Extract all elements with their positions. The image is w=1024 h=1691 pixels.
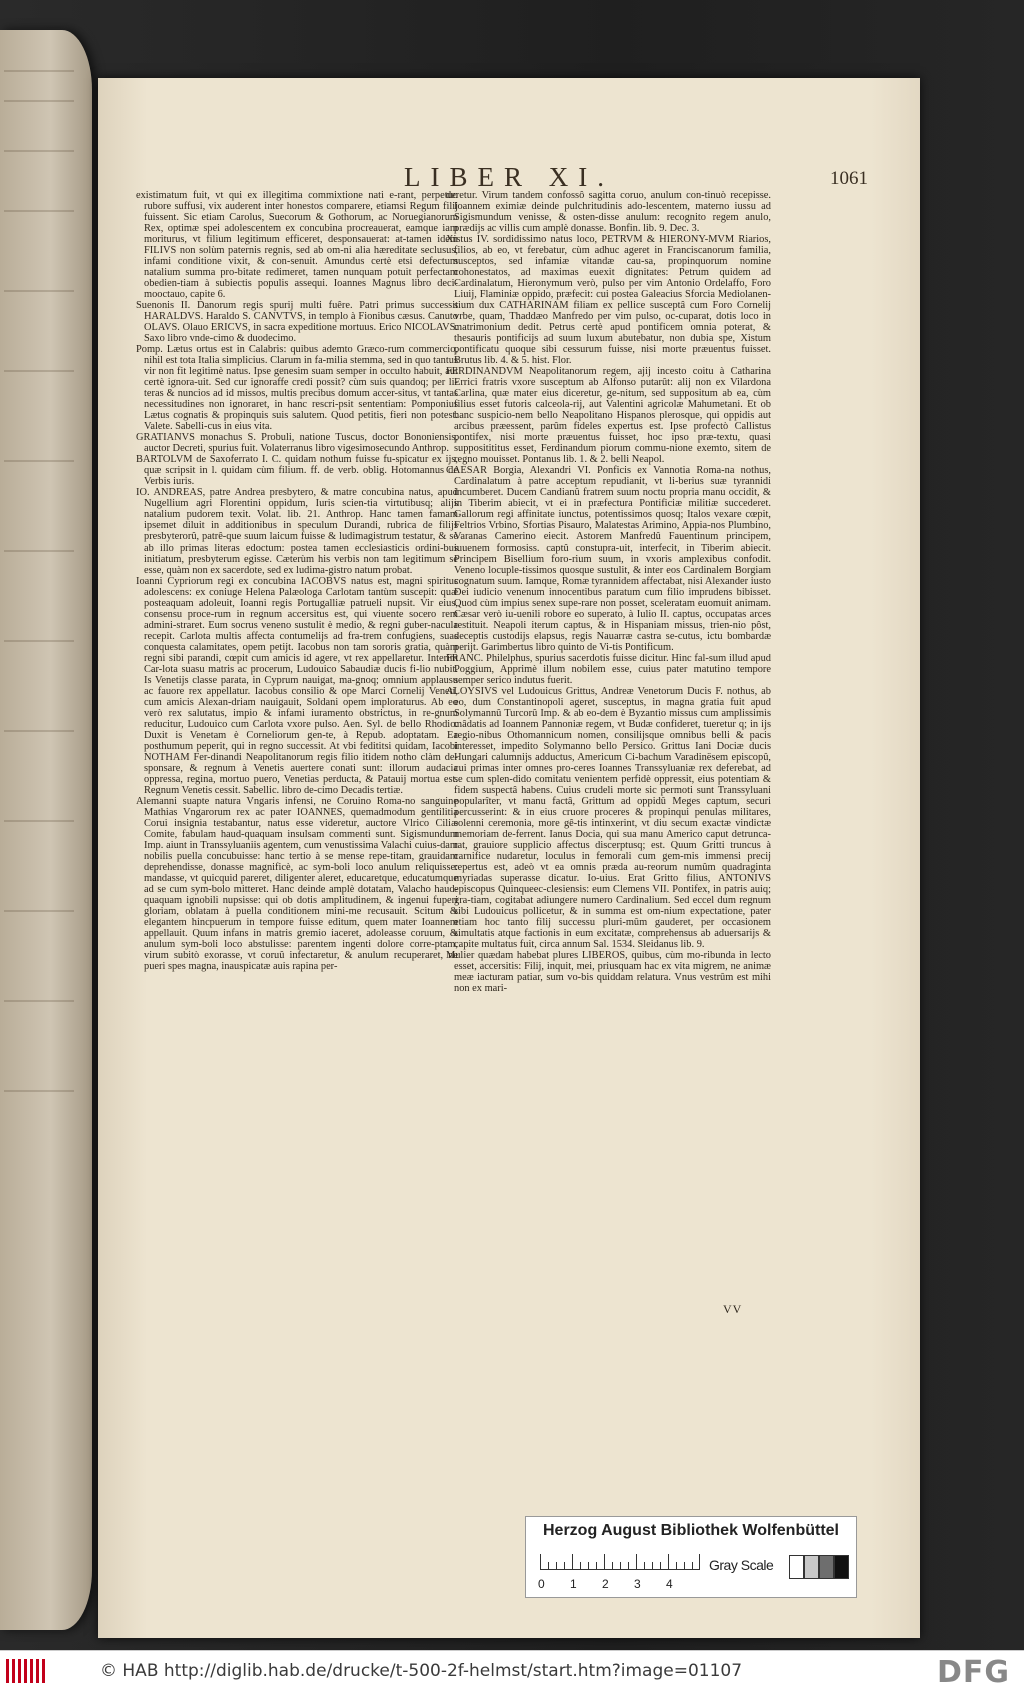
gray-swatch: [819, 1555, 834, 1579]
paragraph: Mulier quædam habebat plures LIBEROS, quibus, cùm mo-ribunda in lecto esset, accersitis: Filij, inquit, mei, priusquam hac ex vita migrem, ne animæ meæ iacturam patiar, sum vo-bis quiddam relatura. Vnus vestrûm est mihi non ex mari-: [446, 950, 771, 995]
ruler-number: 1: [570, 1577, 577, 1591]
paragraph: deretur. Virum tandem confossô sagitta coruo, anulum con-tinuò recepisse. Ioannem eximiæ deinde pulchritudinis ado-lescentem, materno iussu ad Sigismundum venisse, & osten-disse anulum: recognito regem anulo, prædijs ac villis cum amplè donasse. Bonfin. lib. 9. Dec. 3.: [446, 190, 771, 235]
gray-scale-label: Gray Scale: [709, 1557, 774, 1573]
paragraph: Ioanni Cypriorum regi ex concubina IACOBVS natus est, magni spiritus adolescens: ex coniuge Helena Palæologa Carlotam tantùm suscepit: quæ posteaquam adoleuit, Ioanni regis Portugalliæ patrueli nupsit. Vir eius, consensu proce-rum in regnum accersitus est, qui viuente socero rem admini-straret. Eum socrus veneno sustulit è medio, & regni guber-nacula recepit. Carlota multis affecta contumelijs ad fra-trem confugiens, suas conquesta calamitates, opem petijt. Iacobus non tam sororis gratia, quàm regni sibi parandi, cœpit cum amicis id agere, vt rex appellaretur. Interim Car-lota suasu matris ac procerum, Ludouico Sabaudiæ ducis fi-lio nubit. Is Venetijs classe parata, in Cyprum nauigat, ma-gnoq; omnium applausu ac fauore rex appellatur. Iacobus consilio & ope Marci Cornelij Veneti, cum amicis Alexan-driam nauigauit, Soldani opem imploraturus. Ab eo verò rex salutatus, impio & infami iuramento obstrictus, in re-gnum reducitur, Ludouico cum Carlota vxore pulso. Aen. Syl. de bello Rhodio. Duxit is Venetam è Corneliorum gen-te, à Repub. adoptatam. Ea posthumum peperit, qui in regno successit. At vbi fedititsi quidam, Iacobi NOTHAM Fer-dinandi Neapolitanorum regis filio itidem notho clàm de-sponsare, & regnum à Venetis auertere conati sunt: illorum audacia oppressa, regina, mortuo puero, Venetias perducta, & Patauij mortua est. Regnum Venetis cessit. Sabellic. libro de-cimo Decadis tertiæ.: [136, 575, 458, 796]
running-head: LIBER XI.: [404, 162, 614, 192]
signature-mark: VV: [723, 1302, 743, 1316]
paragraph: IO. ANDREAS, patre Andrea presbytero, & matre concubina natus, apud Nugellium agri Florentini oppidum, Iuris scien-tia virtutibusq; alijs natalium pudorem texit. Volat. lib. 21. Anthrop. Hanc tamen famam ipsemet diluit in additionibus in speculum Durandi, rubrica de filijs presbyterorû, patrê-que suum laicum fuisse & ludimagistrum testatur, & se ab illo primas literas edoctum: postea tamen ecclesiasticis ordini-bus initiatum, presbyterum egisse. Cæterùm his verbis non tam legitimum se esse, quàm non ex sacerdote, sed ex ludima-gistro natum probat.: [136, 487, 458, 576]
paragraph: FRANC. Philelphus, spurius sacerdotis fuisse dicitur. Hinc fal-sum illud apud Poggium, Apprimè illum nobilem esse, cuius pater matutino tempore semper serico indutus fuerit.: [446, 652, 771, 686]
paragraph: FERDINANDVM Neapolitanorum regem, ajij incesto coitu à Catharina Errici fratris vxore susceptum ab Alfonso putarût: alij non ex Vilardona Carlina, quæ mater eius diceretur, ge-nitum, sed suppositum ab ea, cùm filius esset futoris calceola-rij, aut Valentini agricolæ Mahumetani. Et ob hanc suspicio-nem bello Neapolitano Hispanos plerosque, qui oppidis aut arcibus præessent, parûm fideles expertus est. Ipse profectò Callistus pontifex, nisi morte præuentus fuisset, hoc ipso præ-textu, quasi suppositititus esset, Ferdinandum piorum commu-nione exemto, sitem de regno mouisset. Pontanus lib. 1. & 2. belli Neapol.: [446, 366, 771, 466]
book-page: [98, 78, 920, 1638]
ruler-number: 2: [602, 1577, 609, 1591]
ruler-number: 3: [634, 1577, 641, 1591]
paragraph: BARTOLVM de Saxoferrato I. C. quidam nothum fuisse fu-spicatur ex ijs, quæ scripsit in l. quidam cùm filium. ff. de verb. oblig. Hotomannus de Verbis iuris.: [136, 454, 458, 488]
library-scale-card: [525, 1516, 857, 1598]
gray-swatch: [789, 1555, 804, 1579]
dfg-logo: DFG: [936, 1655, 1010, 1690]
library-name: Herzog August Bibliothek Wolfenbüttel: [543, 1522, 839, 1539]
hab-logo-icon: [6, 1659, 48, 1683]
paragraph: ALOYSIVS vel Ludouicus Grittus, Andreæ Venetorum Ducis F. nothus, ab eo, dum Constantinopoli ageret, susceptus, in magna gratia fuit apud Solymannû Turcorû Imp. & ab eo-dem è Byzantio missus cum amplissimis mâdatis ad Ioannem Pannoniæ regem, vt Budæ confideret, tueretur q; in ijs regio-nibus Othomannicum nomen, consilijsque omnibus belli & pacis interesset, impedito Solymanno bello Persico. Grittus Iani Dociæ ducis Hungari calumnijs adductus, Americum Ci-bachum Varadinësem episcopû, cui primas inter omnes pro-ceres Ioannes Transsyluaniæ rex deferebat, ad se cum splen-dido comitatu venientem perfidè oppressit, eius potentiam & fidem suspectâ habens. Cuius crudeli morte sic permoti sunt Transsyluani popularîter, vt manu factâ, Grittum ad oppidû Meges captum, securi percusserint: & in eius cruore proceres & propinqui penulas militares, solenni ceremonia, more gê-tis intinxerint, vt diu secum exactæ vindictæ memoriam de-ferrent. Ianus Docia, qui sua manu Americo caput detrunca-rat, grauiore supplicio affectus discerptusq; est. Quum Gritti truncus à carnifice nudaretur, loculus in femorali cum gem-mis immensi precij repertus est, adeò vt ea omnis præda au-reorum numûm quadraginta myriadas superasse dicatur. Io-uius. Erat Gritto filius, ANTONIVS episcopus Quinqueec-clesiensis: eum Clemens VII. Pontifex, in patris auiq; gra-tiam, cogitabat adiungere numero Cardinalium. Sed eccel dum regnum sibi Ludouicus pollicetur, & in summa est om-nium expectatione, pater etiam hoc tanto filij successu pluri-mûm gauderet, per occasionem simultatis atque factionis in eum excitatæ, comprehensus ab aduersarijs & capite multatus fuit, circa annum Sal. 1534. Sleidanus lib. 9.: [446, 685, 771, 951]
previous-page-edge: [0, 30, 92, 1630]
ruler-number: 4: [666, 1577, 673, 1591]
paragraph: existimatum fuit, vt qui ex illegitima commixtione nati e-rant, perpetuo rubore suffusi, vix auderent inter honestos comparere, etiamsi Regum filij fuissent. Sic etiam Carolus, Suecorum & Gothorum, ac Noruegianorum Rex, optimæ spei adolescentem ex concubina procreauerat, eamque iam moriturus, vt filium legitimum efficeret, desponsauerat: at-tamen idem FILIVS non solùm paternis regnis, sed ab om-ni alia hæreditate seclusus, infami conditione vixit, & con-senuit. Amundus certè etsi defectum natalium summa pro-bitate redimeret, tamen nunquam potuit perfectam obedien-tiam à subiectis populis assequi. Ioannes Magnus libro deci-mooctauo, capite 6.: [136, 190, 458, 301]
ruler-icon: [540, 1554, 700, 1570]
gray-swatch: [834, 1555, 849, 1579]
paragraph: GRATIANVS monachus S. Probuli, natione Tuscus, doctor Bononiensis, auctor Decreti, spurius fuit. Volaterranus libro vigesimosecundo Anthrop.: [136, 432, 458, 455]
paragraph: CAESAR Borgia, Alexandri VI. Ponficis ex Vannotia Roma-na nothus, Cardinalatum à patre acceptum repudianit, vt li-berius suæ tyrannidi incumberet. Ducem Candianû fratrem suum noctu propria manu occidit, & in Tiberim abiecit, vt ei in præfectura Pontificiæ militiæ succederet. Gallorum regi affinitate iunctus, potentissimos quosq; Italos vexare cœpit, Feltrios Vrbino, Sfortias Pisauro, Malatestas Arimino, Appia-nos Plumbino, Varanas Camerino eiecit. Astorem Manfredû Fauentinum principem, iuuenem formosiss. captû constupra-uit, interfecit, in Tiberim abiecit. Principem Bisellium foro-rium suum, in vxoris amplexibus confodit. Veneno locuple-tissimos quosque sustulit, & inter eos Cardinalem Borgiam cognatum suum. Iamque, Romæ tyrannidem affectabat, nisi Alexander iusto Dei iudicio venenum innocentibus paratum cum filio imprudens bibisset. Quod cùm impius senex supe-rare non posset, sceleratam euomuit animam. Cæsar verò iu-uenili robore eo superato, à Iulio II. captus, occupatas arces restituit. Neapoli iterum captus, & in Hispaniam missus, trien-nio pôst, deceptis custodijs elapsus, regis Nauarræ castra se-cutus, ictu bombardæ perijt. Garimbertus libro quinto de Vi-tis Pontificum.: [446, 465, 771, 653]
paragraph: Pomp. Lætus ortus est in Calabris: quibus ademto Græco-rum commercio, nihil est tota Italia simplicius. Clarum in fa-milia stemma, sed in quo tantus vir non fit legitimè natus. Ipse genesim suam semper in occulto habuit, aut certè ignora-uit. Sed cur ignoraffe credi possit? cùm suis quandoq; per li-teras & nuncios ad id missos, multis precibus domum accer-situs, vt tantas necessitudines non ignoraret, in hanc rescri-psit sententiam: Pomponius Lætus cognatis & propinquis suis salutem. Quod petitis, fieri non potest. Valete. Sabelli-cus in eius vita.: [136, 344, 458, 433]
footer-url[interactable]: © HAB http://diglib.hab.de/drucke/t-500-2f-helmst/start.htm?image=01107: [100, 1661, 743, 1681]
right-column: [446, 190, 771, 994]
paragraph: Alemanni suapte natura Vngaris infensi, ne Coruino Roma-no sanguine Mathias Vngarorum rex ac pater IOANNES, quemadmodum gentilitia Corui insignia testabantur, natus esse videretur, auctore Vlrico Ciliæ Comite, fabulam haud-quaquam insulsam commenti sunt. Sigismundum Imp. aiunt in Transsyluaniis agentem, cum venustissima Valachi cuius-dam nobilis puella concubuisse: hanc tertio à se mense repe-titam, grauidam deprehendisse, donasse magnificè, ac sym-boli loco anulum reliquisse: mandasse, vt quicquid pareret, diligenter aleret, educaretque, educatumque ad se cum sym-bolo mitteret. Hanc deinde amplè dotatam, Valacho haud-quaquam ignobili nupsisse: qui ob dotis amplitudinem, & ingenui fuperi gloriam, oblatam à puella conditionem mini-me recusauit. Scitum & elegantem hincpuerum in tempore fuisse editum, quem mater Ioannem appellauit. Quum infans in matris gremio iaceret, adoleasse coruum, & anulum sym-boli loco abstulisse: parentem ingenti dolore corre-ptam, virum subitò exorasse, vt coruû infectaretur, & anulum recuperaret, ne pueri spes magna, inauspicatæ auis rapina per-: [136, 795, 458, 973]
footer-bar: [0, 1650, 1024, 1691]
paragraph: Suenonis II. Danorum regis spurij multi fuêre. Patri primus successit HARALDVS. Haraldo S. CANVTVS, in templo à Fionibus cæsus. Canuto OLAVS. Olauo ERICVS, in sacra expeditione mortuus. Erico NICOLAVS. Saxo libro vnde-cimo & duodecimo.: [136, 300, 458, 345]
ruler-number: 0: [538, 1577, 545, 1591]
left-column: [136, 190, 458, 972]
page-number: 1061: [830, 168, 868, 189]
paragraph: Xistus IV. sordidissimo natus loco, PETRVM & HIERONY-MVM Riarios, filios, ab eo, vt ferebatur, cùm adhuc ageret in Franciscanorum familia, susceptos, sed infamiæ vitandæ cau-sa, propinquorum nomine cohonestatos, ad maximas euexit dignitates: Petrum quidem ad Cardinalatum, Hieronymum verò, pulso per vim Antonio Ordelaffo, Foro Liuij, Flaminiæ oppido, præfecit: cui postea Galeacius Sforcia Mediolanen-sium dux CATHARINAM filiam ex pellice susceptâ cum Foro Cornelij vrbe, quam, Thaddæo Manfredo per vim pulso, oc-cuparat, dotis loco in matrimonium dedit. Petrus certè apud pontificem omnia poterat, & thesauris pontificijs ad suum luxum abutebatur, non dubia spe, Xistum pontificatu quoque sibi cessurum fuisse, nisi morte præuentus fuisset. Brutus lib. 4. & 5. hist. Flor.: [446, 234, 771, 367]
gray-swatch: [804, 1555, 819, 1579]
